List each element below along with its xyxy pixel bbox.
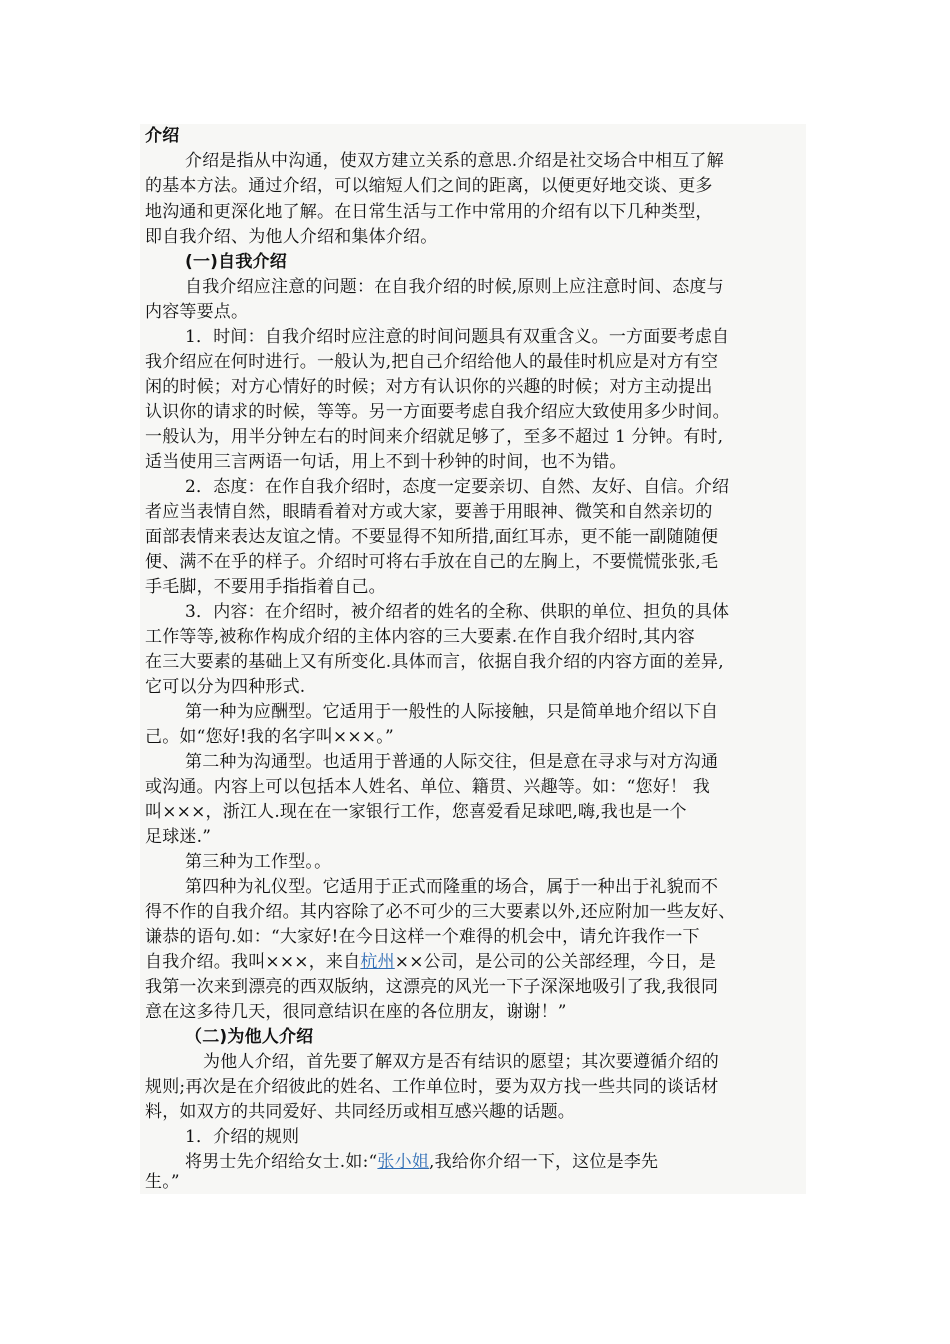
time-line-4: 认识你的请求的时候，等等。另一方面要考虑自我介绍应大致使用多少时间。 [145,402,730,422]
content-line-2: 工作等等,被称作构成介绍的主体内容的三大要素.在作自我介绍时,其内容 [145,627,696,647]
section1-heading: (一)自我介绍 [185,252,287,272]
type2-line-1: 第二种为沟通型。也适用于普通的人际交往，但是意在寻求与对方沟通 [185,752,719,772]
type4-line-5: 我第一次来到漂亮的西双版纳，这漂亮的风光一下子深深地吸引了我,我很同 [145,977,719,997]
attitude-line-1: 2．态度：在作自我介绍时，态度一定要亲切、自然、友好、自信。介绍 [185,477,730,497]
intro-line-4: 即自我介绍、为他人介绍和集体介绍。 [145,227,438,247]
section2-heading: （二)为他人介绍 [185,1027,314,1047]
type4-line-2: 得不作的自我介绍。其内容除了必不可少的三大要素以外,还应附加一些友好、 [145,902,736,922]
rule-line-2: 生。” [145,1172,180,1192]
time-line-5: 一般认为，用半分钟左右的时间来介绍就足够了，至多不超过 1 分钟。有时, [145,427,724,447]
content-line-1: 3．内容：在介绍时，被介绍者的姓名的全称、供职的单位、担负的具体 [185,602,730,622]
type4-line-3: 谦恭的语句.如：“大家好!在今日这样一个难得的机会中，请允许我作一下 [145,927,700,947]
type2-line-3: 叫×××，浙江人.现在在一家银行工作，您喜爱看足球吧,嗨,我也是一个 [145,802,687,822]
type4-line-4 [145,950,716,974]
type2-line-4: 足球迷.” [145,827,212,847]
rule-line-1 [185,1150,658,1174]
attitude-line-5: 手毛脚，不要用手指指着自己。 [145,577,386,597]
attitude-line-3: 面部表情来表达友谊之情。不要显得不知所措,面红耳赤，更不能一副随随便 [145,527,719,547]
section2-lead-line-3: 料，如双方的共同爱好、共同经历或相互感兴趣的话题。 [145,1102,575,1122]
rule-line-1-start: 将男士先介绍给女士.如:“ [185,1152,378,1172]
hangzhou-link[interactable]: 杭州 [360,952,395,972]
time-line-1: 1．时间：自我介绍时应注意的时间问题具有双重含义。一方面要考虑自 [185,327,730,347]
section2-lead-line-1: 为他人介绍，首先要了解双方是否有结识的愿望；其次要遵循介绍的 [203,1052,719,1072]
miss-zhang-link[interactable]: 张小姐 [377,1152,430,1172]
rule-line-1-end: ,我给你介绍一下，这位是李先 [429,1152,659,1172]
attitude-line-4: 便、满不在乎的样子。介绍时可将右手放在自己的左胸上，不要慌慌张张,毛 [145,552,719,572]
content-line-3: 在三大要素的基础上又有所变化.具体而言，依据自我介绍的内容方面的差异, [145,652,724,672]
type4-line-4-start: 自我介绍。我叫×××，来自 [145,952,361,972]
type4-line-1: 第四种为礼仪型。它适用于正式而隆重的场合，属于一种出于礼貌而不 [185,877,719,897]
type1-line-1: 第一种为应酬型。它适用于一般性的人际接触，只是简单地介绍以下自 [185,702,719,722]
section1-lead-line-1: 自我介绍应注意的问题：在自我介绍的时候,原则上应注意时间、态度与 [185,277,724,297]
document-title: 介绍 [145,126,180,146]
intro-line-1: 介绍是指从中沟通，使双方建立关系的意思.介绍是社交场合中相互了解 [185,151,724,171]
intro-line-3: 地沟通和更深化地了解。在日常生活与工作中常用的介绍有以下几种类型， [145,202,713,222]
type4-line-6: 意在这多待几天，很同意结识在座的各位朋友，谢谢！” [145,1002,567,1022]
content-line-4: 它可以分为四种形式. [145,677,306,697]
section1-lead-line-2: 内容等要点。 [145,302,249,322]
type1-line-2: 己。如“您好!我的名字叫×××。” [145,727,394,747]
type4-line-4-end: ××公司，是公司的公关部经理，今日，是 [394,952,717,972]
intro-line-2: 的基本方法。通过介绍，可以缩短人们之间的距离，以便更好地交谈、更多 [145,176,713,196]
time-line-6: 适当使用三言两语一句话，用上不到十秒钟的时间，也不为错。 [145,452,627,472]
section2-lead-line-2: 规则;再次是在介绍彼此的姓名、工作单位时，要为双方找一些共同的谈话材 [145,1077,719,1097]
time-line-2: 我介绍应在何时进行。一般认为,把自己介绍给他人的最佳时机应是对方有空 [145,352,719,372]
type3-line: 第三种为工作型。。 [185,852,332,872]
attitude-line-2: 者应当表情自然，眼睛看着对方或大家，要善于用眼神、微笑和自然亲切的 [145,502,713,522]
rule-heading: 1．介绍的规则 [185,1127,300,1147]
time-line-3: 闲的时候；对方心情好的时候；对方有认识你的兴趣的时候；对方主动提出 [145,377,713,397]
type2-line-2: 或沟通。内容上可以包括本人姓名、单位、籍贯、兴趣等。如：“您好！ 我 [145,777,710,797]
document-page [140,124,806,1194]
